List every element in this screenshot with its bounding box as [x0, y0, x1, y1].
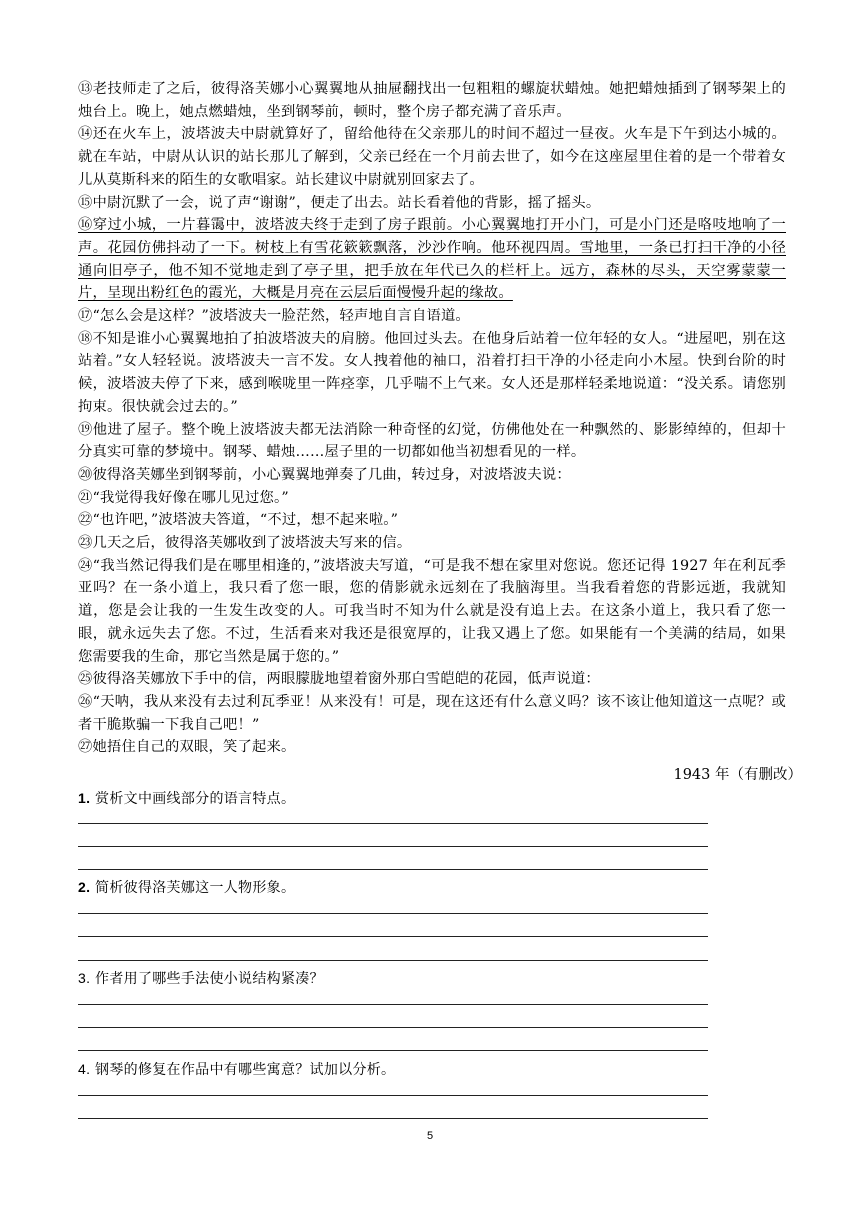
answer-line[interactable]	[78, 1004, 708, 1005]
answer-line[interactable]	[78, 823, 708, 824]
question-3-number: 3.	[78, 970, 91, 986]
paragraph-13: ⑬老技师走了之后，彼得洛芙娜小心翼翼地从抽屉翻找出一包粗粗的螺旋状蜡烛。她把蜡烛插到了钢琴架上的烛台上。晚上，她点燃蜡烛，坐到钢琴前，顿时，整个房子都充满了音乐声。	[78, 81, 786, 120]
passage	[78, 78, 786, 759]
answer-line[interactable]	[78, 936, 708, 937]
question-4-number: 4.	[78, 1061, 91, 1077]
paragraph-24: ㉔“我当然记得我们是在哪里相逢的，”波塔波夫写道，“可是我不想在家里对您说。您还记得 1927 年在利瓦季亚吗？在一条小道上，我只看了您一眼，您的倩影就永远刻在了我脑海里。当我看着您的背影远逝，我就知道，您是会让我的一生发生改变的人。可我当时不知为什么就是没有追上去。在这条小道上，我只看了您一眼，就永远失去了您。不过，生活看来对我还是很宽厚的，让我又遇上了您。如果能有一个美满的结局，如果您需要我的生命，那它当然是属于您的。”	[78, 557, 786, 665]
paragraph-17: ⑰“怎么会是这样？”波塔波夫一脸茫然，轻声地自言自语道。	[78, 308, 470, 325]
paragraph-21: ㉑“我觉得我好像在哪儿见过您。”	[78, 489, 289, 506]
page-number: 5	[426, 1130, 434, 1142]
question-2-text: 简析彼得洛芙娜这一人物形象。	[95, 880, 296, 896]
paragraph-14: ⑭还在火车上，波塔波夫中尉就算好了，留给他待在父亲那儿的时间不超过一昼夜。火车是下午到达小城的。就在车站，中尉从认识的站长那儿了解到，父亲已经在一个月前去世了，如今在这座屋里住着的是一个带着女儿从莫斯科来的陌生的女歌唱家。站长建议中尉就别回家去了。	[78, 126, 786, 188]
answer-line[interactable]	[78, 1027, 708, 1028]
answer-line[interactable]	[78, 1050, 708, 1051]
answer-line[interactable]	[78, 913, 708, 914]
paragraph-19: ⑲他进了屋子。整个晚上波塔波夫都无法消除一种奇怪的幻觉，仿佛他处在一种飘然的、影影绰绰的，但却十分真实可靠的梦境中。钢琴、蜡烛……屋子里的一切都如他当初想看见的一样。	[78, 421, 786, 461]
paragraph-25: ㉕彼得洛芙娜放下手中的信，两眼朦胧地望着窗外那白雪皑皑的花园，低声说道：	[78, 671, 600, 688]
question-1	[78, 788, 295, 808]
source-note: 1943 年（有删改）	[673, 767, 802, 783]
answer-line[interactable]	[78, 846, 708, 847]
paragraph-15: ⑮中尉沉默了一会，说了声“谢谢”，便走了出去。站长看着他的背影，摇了摇头。	[78, 194, 601, 211]
paragraph-20: ⑳彼得洛芙娜坐到钢琴前，小心翼翼地弹奏了几曲，转过身，对波塔波夫说：	[78, 466, 571, 483]
paragraph-27: ㉗她捂住自己的双眼，笑了起来。	[78, 739, 296, 756]
question-4	[78, 1059, 395, 1079]
paragraph-18: ⑱不知是谁小心翼翼地拍了拍波塔波夫的肩膀。他回过头去。在他身后站着一位年轻的女人。“进屋吧，别在这站着。”女人轻轻说。波塔波夫一言不发。女人拽着他的袖口，沿着打扫干净的小径走向小木屋。快到台阶的时候，波塔波夫停了下来，感到喉咙里一阵痉挛，几乎喘不上气来。女人还是那样轻柔地说道：“没关系。请您别拘束。很快就会过去的。”	[78, 330, 786, 415]
paragraph-16-underlined: ⑯穿过小城，一片暮霭中，波塔波夫终于走到了房子跟前。小心翼翼地打开小门，可是小门还是咯吱地响了一声。花园仿佛抖动了一下。树枝上有雪花簌簌飘落，沙沙作响。他环视四周。雪地里，一条已打扫干净的小径通向旧亭子，他不知不觉地走到了亭子里，把手放在年代已久的栏杆上。远方，森林的尽头，天空雾蒙蒙一片，呈现出粉红色的霞光，大概是月亮在云层后面慢慢升起的缘故。	[78, 217, 786, 302]
question-1-text: 赏析文中画线部分的语言特点。	[95, 791, 296, 807]
answer-line[interactable]	[78, 960, 708, 961]
question-1-number: 1.	[78, 790, 91, 806]
answer-line[interactable]	[78, 869, 708, 870]
answer-line[interactable]	[78, 1118, 708, 1119]
question-3	[78, 968, 324, 988]
paragraph-23: ㉓几天之后，彼得洛芙娜收到了波塔波夫写来的信。	[78, 535, 412, 552]
paragraph-22: ㉒“也许吧，”波塔波夫答道，“不过，想不起来啦。”	[78, 512, 399, 529]
paragraph-26: ㉖“天呐，我从来没有去过利瓦季亚！从来没有！可是，现在这还有什么意义吗？该不该让他知道这一点呢？或者干脆欺骗一下我自己吧！”	[78, 693, 786, 733]
question-2-number: 2.	[78, 879, 91, 895]
answer-line[interactable]	[78, 1095, 708, 1096]
question-3-text: 作者用了哪些手法使小说结构紧凑？	[95, 971, 324, 987]
question-2	[78, 877, 295, 897]
question-4-text: 钢琴的修复在作品中有哪些寓意？试加以分析。	[95, 1062, 396, 1078]
